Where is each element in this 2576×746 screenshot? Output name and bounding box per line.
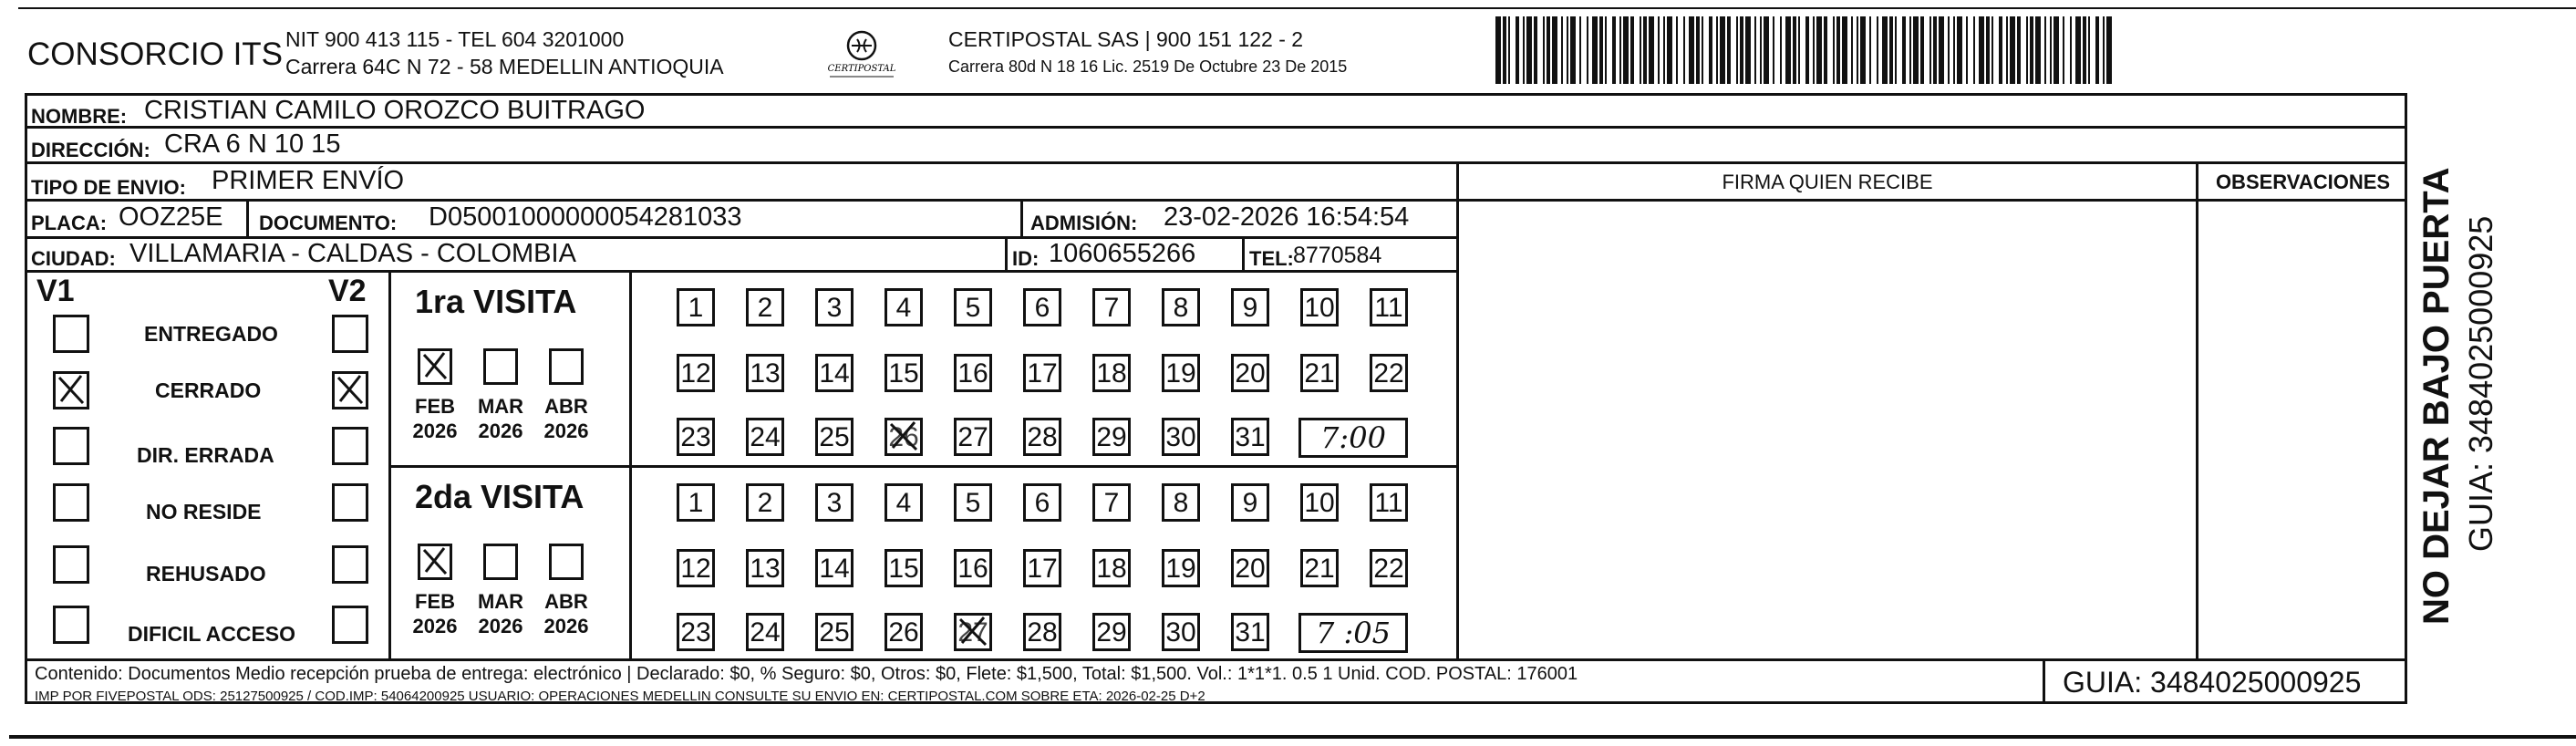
divider [1242,236,1245,270]
barcode-bar [1816,16,1822,84]
barcode-bar [1702,16,1703,84]
barcode-bar [2035,16,2041,84]
day-box[interactable]: 1 [677,483,715,522]
divider [388,270,391,658]
day-box[interactable]: 19 [1162,354,1200,392]
barcode-bar [1842,16,1847,84]
day-box[interactable]: 23 [677,613,715,651]
barcode-bar [1785,16,1791,84]
day-box[interactable]: 28 [1023,418,1061,456]
barcode-bar [1649,16,1654,84]
barcode-bar [1933,16,1937,84]
v1-checkbox[interactable] [53,606,89,644]
day-box[interactable]: 22 [1370,354,1408,392]
barcode-bar [1986,16,1990,84]
month-name: FEB [415,590,455,613]
barcode-bar [1516,16,1519,84]
barcode-bar [1592,16,1598,84]
barcode-bar [1909,16,1911,84]
day-box[interactable]: 16 [954,354,992,392]
barcode-bar [1552,16,1557,84]
day-box[interactable]: 10 [1300,483,1339,522]
barcode-bar [1805,16,1809,84]
admision-value: 23-02-2026 16:54:54 [1164,202,1410,232]
month-label [408,589,462,638]
barcode-bar [1640,16,1641,84]
barcode-bar [2095,16,2099,84]
day-box[interactable]: 30 [1162,418,1200,456]
barcode-bar [1889,16,1893,84]
tipo-envio-value: PRIMER ENVÍO [212,166,405,195]
barcode-bar [2088,16,2090,84]
barcode-bar [1643,16,1647,84]
barcode-bar [1745,16,1751,84]
day-box[interactable]: 5 [954,483,992,522]
bottom-edge [9,735,2576,739]
month-checkbox[interactable] [418,544,452,580]
month-checkbox[interactable] [549,348,584,385]
barcode-bar [1587,16,1588,84]
v2-checkbox[interactable] [332,483,368,522]
direccion-value: CRA 6 N 10 15 [164,130,341,159]
barcode-bar [1957,16,1962,84]
top-edge [18,7,2576,9]
day-box[interactable]: 12 [677,354,715,392]
month-year: 2026 [412,420,458,442]
company-line-2: Carrera 64C N 72 - 58 MEDELLIN ANTIOQUIA [285,55,724,78]
day-box[interactable]: 19 [1162,549,1200,587]
footer-line-2: IMP POR FIVEPOSTAL ODS: 25127500925 / COD.IMP: 54064200925 USUARIO: OPERACIONES MEDELLIN CONSULTE SU ENVIO EN: CERTIPOSTAL.COM SOBRE ETA: 2026-02-25 D+2 [35,689,1205,704]
divider [2043,658,2045,704]
barcode-bar [1736,16,1738,84]
day-box[interactable]: 15 [885,549,923,587]
visit-title: 1ra VISITA [415,283,577,320]
barcode-bar [1833,16,1835,84]
barcode-bar [1683,16,1685,84]
status-option-label: CERRADO [155,378,262,402]
visit-title: 2da VISITA [415,478,585,515]
day-box[interactable]: 24 [746,613,784,651]
month-name: FEB [415,395,455,418]
barcode [1495,16,2116,84]
barcode-bar [1948,16,1950,84]
no-dejar-bajo-puerta: NO DEJAR BAJO PUERTA [2416,167,2457,625]
divider [1005,236,1008,270]
barcode-bar [1939,16,1944,84]
day-box[interactable]: 6 [1023,483,1061,522]
month-name: ABR [544,395,588,418]
barcode-bar [1619,16,1621,84]
barcode-bar [2103,16,2105,84]
logo-emblem-icon [812,27,912,82]
day-box[interactable]: 25 [815,613,853,651]
day-box[interactable]: 3 [815,483,853,522]
v2-checkbox[interactable] [332,371,368,409]
v1-checkbox[interactable] [53,483,89,522]
barcode-bar [2083,16,2086,84]
barcode-bar [1543,16,1545,84]
divider [246,199,249,236]
handwritten-x-mark [420,546,450,577]
barcode-bar [1929,16,1931,84]
day-box[interactable]: 5 [954,288,992,326]
status-option-label: DIR. ERRADA [137,443,274,467]
barcode-bar [1999,16,2002,84]
barcode-bar [2010,16,2015,84]
day-box[interactable]: 2 [746,288,784,326]
day-box[interactable]: 14 [815,354,853,392]
barcode-icon [1495,16,2116,84]
direccion-label: DIRECCIÓN: [31,139,150,161]
certipostal-logo [812,27,912,82]
barcode-bar [1973,16,1975,84]
day-box[interactable]: 17 [1023,549,1061,587]
v2-header: V2 [328,274,367,308]
day-box[interactable]: 25 [815,418,853,456]
day-box[interactable]: 29 [1092,613,1131,651]
status-option-label: REHUSADO [146,562,266,585]
divider [629,270,632,658]
day-box[interactable]: 20 [1231,549,1269,587]
day-box[interactable]: 22 [1370,549,1408,587]
logo-text: CERTIPOSTAL [827,64,896,74]
barcode-bar [1754,16,1756,84]
company-name: CONSORCIO ITS [27,36,284,72]
v1-checkbox[interactable] [53,315,89,353]
barcode-bar [1764,16,1769,84]
day-box[interactable]: 27 [954,613,992,651]
barcode-bar [1869,16,1871,84]
day-box[interactable]: 11 [1370,288,1408,326]
barcode-bar [2017,16,2021,84]
barcode-bar [1953,16,1955,84]
ciudad-value: VILLAMARIA - CALDAS - COLOMBIA [129,239,576,268]
month-label [539,394,594,443]
tipo-envio-label: TIPO DE ENVIO: [31,176,186,199]
barcode-bar [1780,16,1782,84]
divider [25,270,1459,273]
day-box[interactable]: 6 [1023,288,1061,326]
day-box[interactable]: 13 [746,549,784,587]
barcode-bar [1773,16,1774,84]
visit-time-box[interactable]: 7 :05 [1298,613,1408,653]
barcode-bar [2030,16,2033,84]
barcode-bar [1689,16,1694,84]
barcode-bar [1547,16,1550,84]
barcode-bar [1561,16,1563,84]
divider [1459,199,2407,202]
day-box[interactable]: 11 [1370,483,1408,522]
status-option-label: DIFICIL ACCESO [128,622,296,646]
barcode-bar [1877,16,1878,84]
handwritten-x-mark [887,420,920,453]
day-box[interactable]: 8 [1162,288,1200,326]
barcode-bar [2070,16,2072,84]
partner-line-1: CERTIPOSTAL SAS | 900 151 122 - 2 [948,27,1304,51]
barcode-bar [1667,16,1672,84]
barcode-bar [2054,16,2059,84]
day-box[interactable]: 26 [885,418,923,456]
barcode-bar [1895,16,1897,84]
day-box[interactable]: 14 [815,549,853,587]
month-checkbox[interactable] [483,544,518,580]
footer-guia: GUIA: 3484025000925 [2063,666,2362,699]
v2-checkbox[interactable] [332,545,368,584]
day-box[interactable]: 26 [885,613,923,651]
barcode-bar [1523,16,1525,84]
footer-line-1: Contenido: Documentos Medio recepción prueba de entrega: electrónico | Declarado: $0, % Seguro: $0, Otros: $0, Flete: $1,500, Total: $1,500. Vol.: 1*1*1. 0.5 1 Unid. COD. POSTAL: 176001 [35,664,1578,684]
month-checkbox[interactable] [483,348,518,385]
day-box[interactable]: 21 [1300,354,1339,392]
month-name: MAR [477,395,524,418]
day-box[interactable]: 20 [1231,354,1269,392]
barcode-bar [1579,16,1581,84]
barcode-bar [1630,16,1634,84]
divider [1020,199,1023,236]
barcode-bar [1902,16,1906,84]
month-checkbox[interactable] [418,348,452,385]
handwritten-x-mark [957,616,989,648]
day-box[interactable]: 4 [885,288,923,326]
day-box[interactable]: 9 [1231,288,1269,326]
day-box[interactable]: 13 [746,354,784,392]
day-box[interactable]: 8 [1162,483,1200,522]
barcode-bar [1979,16,1984,84]
month-year: 2026 [478,615,523,637]
month-year: 2026 [412,615,458,637]
documento-value: D05001000000054281033 [429,202,742,232]
v2-checkbox[interactable] [332,427,368,465]
day-box[interactable]: 21 [1300,549,1339,587]
barcode-bar [2106,16,2112,84]
barcode-bar [1696,16,1700,84]
nombre-value: CRISTIAN CAMILO OROZCO BUITRAGO [144,96,646,125]
barcode-bar [1760,16,1762,84]
barcode-bar [1857,16,1858,84]
barcode-bar [1495,16,1501,84]
divider [2196,161,2198,658]
v1-checkbox[interactable] [53,427,89,465]
month-label [473,394,528,443]
barcode-bar [2075,16,2081,84]
barcode-bar [2050,16,2052,84]
barcode-bar [1836,16,1840,84]
barcode-bar [1663,16,1665,84]
barcode-bar [1851,16,1853,84]
v1-header: V1 [36,274,75,308]
day-box[interactable]: 30 [1162,613,1200,651]
month-name: MAR [477,590,524,613]
divider [25,126,2407,129]
barcode-bar [2063,16,2064,84]
admision-label: ADMISIÓN: [1030,212,1138,234]
barcode-bar [1716,16,1718,84]
divider [25,161,2407,164]
barcode-bar [1860,16,1866,84]
month-year: 2026 [543,615,589,637]
month-name: ABR [544,590,588,613]
barcode-bar [1526,16,1532,84]
barcode-bar [1503,16,1506,84]
barcode-bar [1740,16,1743,84]
day-box[interactable]: 4 [885,483,923,522]
day-box[interactable]: 28 [1023,613,1061,651]
handwritten-x-mark [420,351,450,382]
barcode-bar [1824,16,1827,84]
handwritten-x-mark [56,374,87,407]
day-box[interactable]: 18 [1092,354,1131,392]
month-label [473,589,528,638]
barcode-bar [1798,16,1800,84]
placa-value: OOZ25E [119,202,223,232]
tel-value: 8770584 [1293,243,1382,268]
handwritten-x-mark [335,374,366,407]
day-box[interactable]: 27 [954,418,992,456]
v2-checkbox[interactable] [332,606,368,644]
observaciones-header: OBSERVACIONES [2215,171,2391,193]
barcode-bar [1709,16,1712,84]
barcode-bar [1966,16,1968,84]
status-option-label: ENTREGADO [144,322,278,346]
day-box[interactable]: 10 [1300,288,1339,326]
v1-checkbox[interactable] [53,371,89,409]
month-checkbox[interactable] [549,544,584,580]
barcode-bar [1605,16,1607,84]
day-box[interactable]: 7 [1092,288,1131,326]
placa-label: PLACA: [31,212,108,234]
barcode-bar [1534,16,1537,84]
day-box[interactable]: 15 [885,354,923,392]
status-option-label: NO RESIDE [146,500,262,523]
day-box[interactable]: 23 [677,418,715,456]
firma-header: FIRMA QUIEN RECIBE [1722,171,1933,193]
barcode-bar [1508,16,1510,84]
day-box[interactable]: 18 [1092,549,1131,587]
month-year: 2026 [543,420,589,442]
divider [1456,161,1459,658]
id-value: 1060655266 [1049,239,1196,268]
day-box[interactable]: 16 [954,549,992,587]
visit-time-box[interactable]: 7:00 [1298,418,1408,458]
barcode-bar [2006,16,2008,84]
day-box[interactable]: 1 [677,288,715,326]
barcode-bar [1599,16,1603,84]
tel-label: TEL: [1249,247,1294,270]
divider [25,199,1459,202]
barcode-bar [1676,16,1678,84]
barcode-bar [1570,16,1576,84]
id-label: ID: [1012,247,1040,270]
v1-checkbox[interactable] [53,545,89,584]
barcode-bar [1882,16,1888,84]
barcode-bar [1567,16,1568,84]
v2-checkbox[interactable] [332,315,368,353]
partner-line-2: Carrera 80d N 18 16 Lic. 2519 De Octubre 23 De 2015 [948,57,1348,76]
month-label [539,589,594,638]
day-box[interactable]: 24 [746,418,784,456]
documento-label: DOCUMENTO: [259,212,398,234]
barcode-bar [2026,16,2028,84]
day-box[interactable]: 9 [1231,483,1269,522]
divider [388,465,1456,468]
barcode-bar [1913,16,1919,84]
day-box[interactable]: 2 [746,483,784,522]
barcode-bar [1991,16,1993,84]
nombre-label: NOMBRE: [31,105,128,128]
barcode-bar [1793,16,1796,84]
day-box[interactable]: 3 [815,288,853,326]
side-guia: GUIA: 3484025000925 [2462,215,2499,552]
day-box[interactable]: 31 [1231,418,1269,456]
day-box[interactable]: 12 [677,549,715,587]
barcode-bar [1623,16,1629,84]
ciudad-label: CIUDAD: [31,247,116,270]
day-box[interactable]: 29 [1092,418,1131,456]
barcode-bar [1658,16,1660,84]
barcode-bar [1920,16,1924,84]
day-box[interactable]: 7 [1092,483,1131,522]
barcode-bar [2044,16,2046,84]
barcode-bar [1720,16,1725,84]
day-box[interactable]: 17 [1023,354,1061,392]
barcode-bar [1727,16,1731,84]
day-box[interactable]: 31 [1231,613,1269,651]
month-year: 2026 [478,420,523,442]
barcode-bar [1612,16,1616,84]
month-label [408,394,462,443]
barcode-bar [1813,16,1815,84]
company-line-1: NIT 900 413 115 - TEL 604 3201000 [285,27,625,51]
divider [25,658,2407,661]
